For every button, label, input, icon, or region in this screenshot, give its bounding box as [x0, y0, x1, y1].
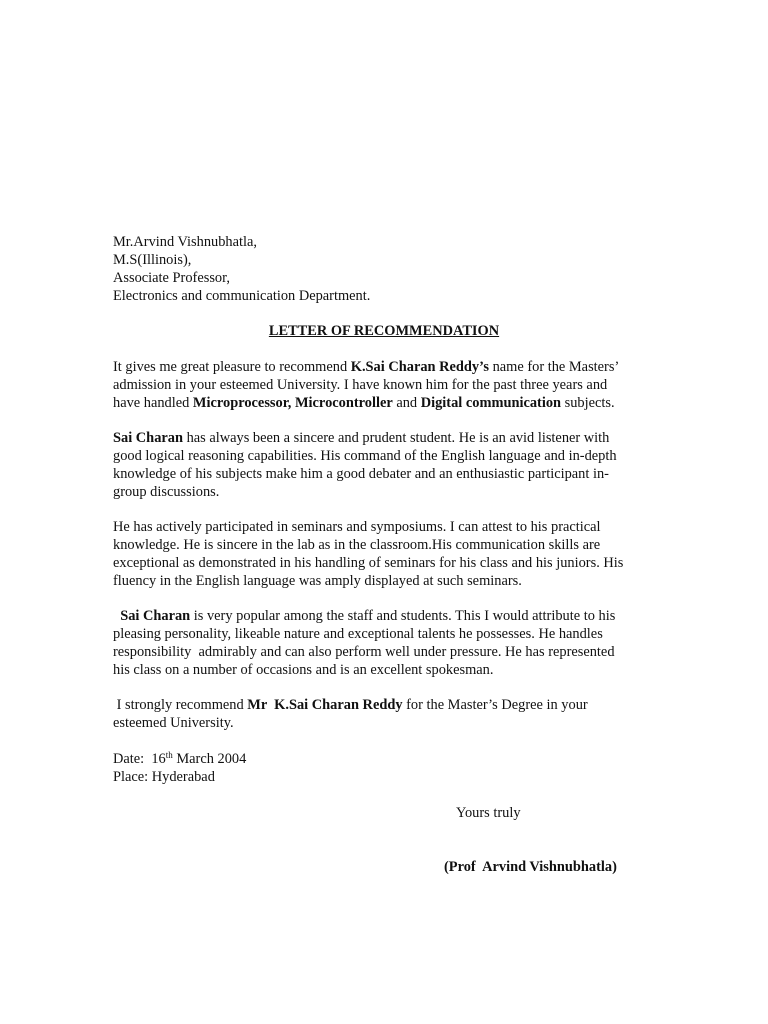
- paragraph-2-line-1: [113, 429, 609, 447]
- paragraph-5-line-1: [113, 696, 588, 714]
- text-segment: and: [392, 395, 421, 411]
- text-segment: It gives me great pleasure to recommend: [113, 359, 351, 375]
- text-segment: I strongly recommend: [113, 697, 248, 713]
- text-segment: name for the Masters’: [488, 359, 620, 375]
- paragraph-2-line-3: knowledge of his subjects make him a good debater and an enthusiastic participant in-: [113, 466, 609, 482]
- text-segment: for the Master’s Degree in your: [402, 697, 588, 713]
- paragraph-4-line-2: pleasing personality, likeable nature and exceptional talents he possesses. He handles: [113, 626, 603, 642]
- signature-prefix: (Prof: [444, 859, 483, 875]
- date-superscript: th: [165, 750, 173, 760]
- paragraph-1-line-3: [113, 394, 615, 412]
- date-line: [113, 750, 246, 768]
- signature-name: Arvind Vishnubhatla): [482, 859, 617, 875]
- paragraph-4-line-4: his class on a number of occasions and is an excellent spokesman.: [113, 662, 494, 678]
- text-segment: have handled: [113, 395, 193, 411]
- text-segment: is very popular among the staff and students. This I would attribute to his: [190, 608, 616, 624]
- paragraph-3-line-3: exceptional as demonstrated in his handling of seminars for his class and his juniors. His: [113, 555, 624, 571]
- signature: [444, 858, 617, 876]
- candidate-name-bold: K.Sai Charan Reddy’s: [350, 359, 489, 375]
- paragraph-4-line-3: responsibility admirably and can also perform well under pressure. He has represented: [113, 644, 615, 660]
- date-rest: March 2004: [172, 751, 247, 767]
- candidate-name-bold: Sai Charan: [113, 608, 191, 624]
- text-segment: has always been a sincere and prudent student. He is an avid listener with: [182, 430, 610, 446]
- subjects-bold: Microprocessor, Microcontroller: [192, 395, 393, 411]
- paragraph-2-line-2: good logical reasoning capabilities. His command of the English language and in-depth: [113, 448, 617, 464]
- paragraph-4-line-1: [113, 607, 615, 625]
- paragraph-3-line-4: fluency in the English language was amply displayed at such seminars.: [113, 573, 522, 589]
- sender-degree: M.S(Illinois),: [113, 252, 192, 268]
- date-label: Date: 16: [113, 751, 166, 767]
- text-segment: subjects.: [561, 395, 615, 411]
- paragraph-1-line-2: admission in your esteemed University. I have known him for the past three years and: [113, 377, 608, 393]
- sender-department: Electronics and communication Department.: [113, 288, 371, 304]
- paragraph-2-line-4: group discussions.: [113, 484, 220, 500]
- letter-heading: LETTER OF RECOMMENDATION: [268, 323, 500, 339]
- sender-name: Mr.Arvind Vishnubhatla,: [113, 234, 257, 250]
- closing: Yours truly: [456, 805, 521, 821]
- paragraph-3-line-2: knowledge. He is sincere in the lab as in the classroom.His communication skills are: [113, 537, 601, 553]
- paragraph-5-line-2: esteemed University.: [113, 715, 234, 731]
- candidate-name-bold: Mr K.Sai Charan Reddy: [247, 697, 403, 713]
- place-line: Place: Hyderabad: [113, 769, 215, 785]
- paragraph-1-line-1: [113, 358, 619, 376]
- paragraph-3-line-1: He has actively participated in seminars and symposiums. I can attest to his practical: [113, 519, 601, 535]
- sender-title: Associate Professor,: [113, 270, 230, 286]
- subject-bold: Digital communication: [420, 395, 562, 411]
- candidate-name-bold: Sai Charan: [113, 430, 183, 446]
